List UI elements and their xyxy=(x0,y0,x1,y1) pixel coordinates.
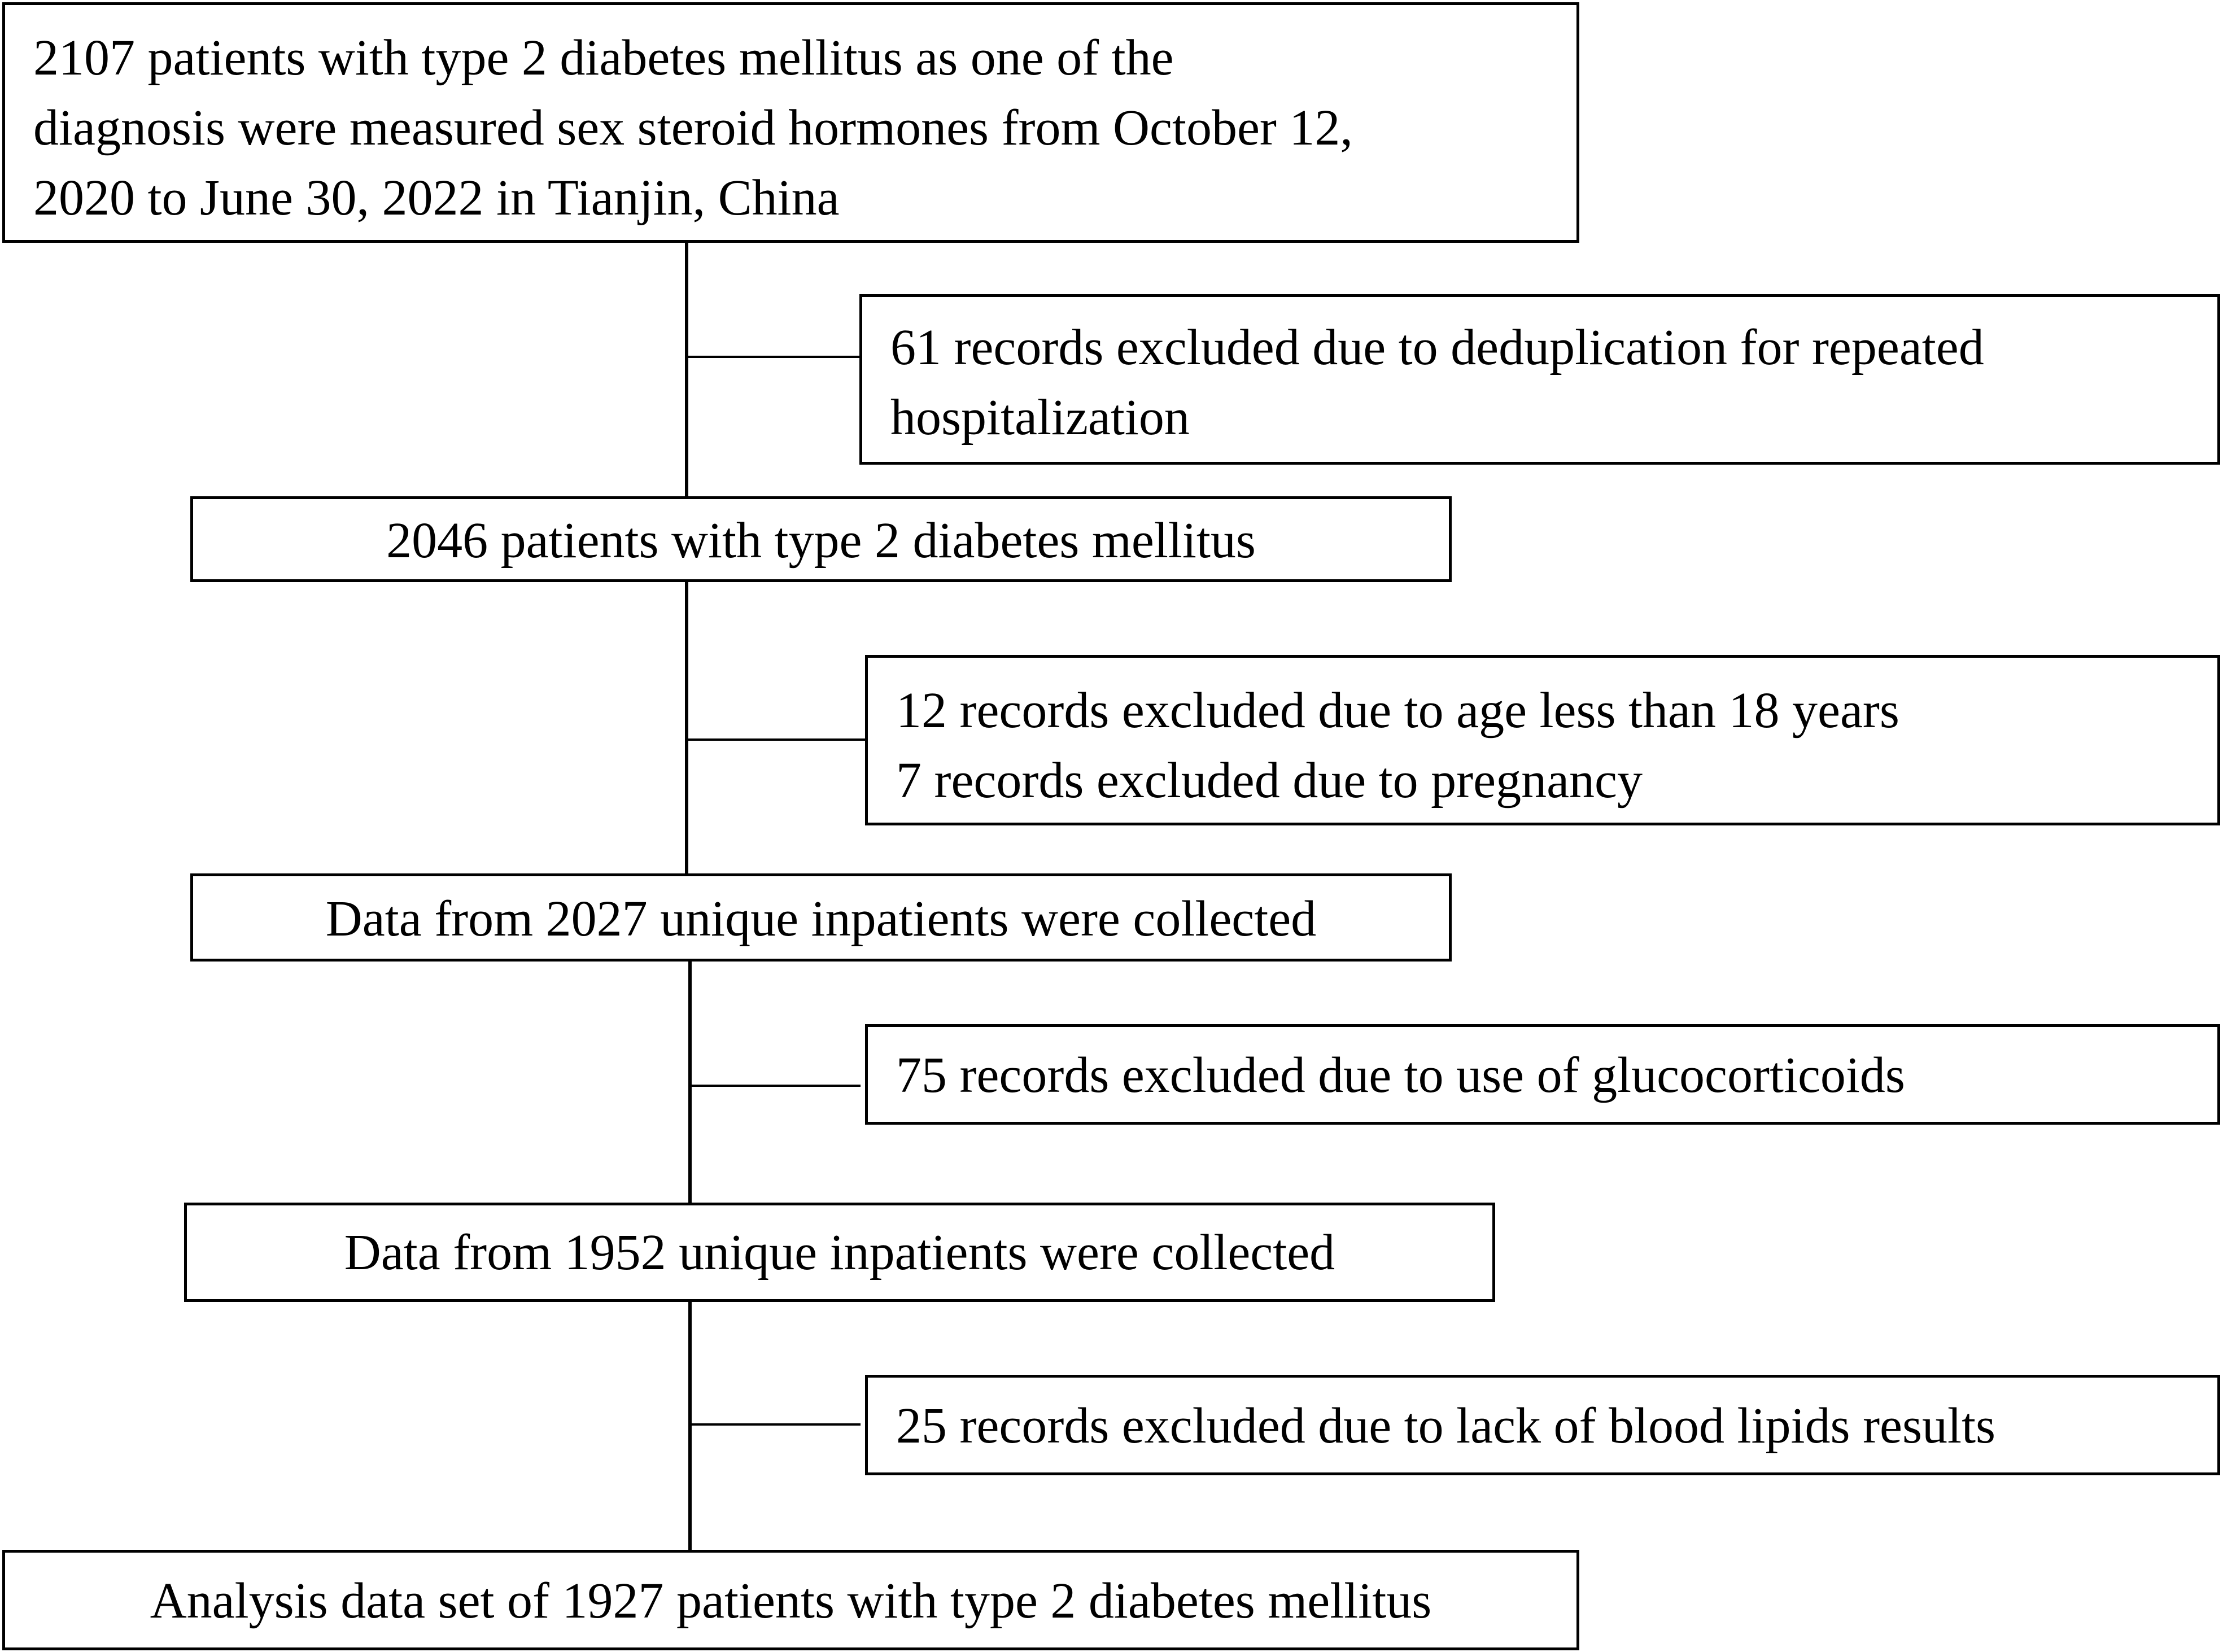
step3-box xyxy=(184,1203,1495,1302)
connector-start-to-step1 xyxy=(685,237,688,498)
start-box-line: 2020 to June 30, 2022 in Tianjin, China xyxy=(33,170,840,226)
step2-box-text: Data from 2027 unique inpatients were collected xyxy=(325,891,1317,947)
exclusion-box-2 xyxy=(865,655,2220,825)
branch-to-exclusion-4 xyxy=(692,1423,861,1426)
exclusion-box-line: hospitalization xyxy=(890,390,1190,445)
step1-box-text: 2046 patients with type 2 diabetes mellitus xyxy=(386,513,1256,569)
step3-box-text: Data from 1952 unique inpatients were collected xyxy=(344,1225,1335,1280)
final-box xyxy=(2,1550,1579,1650)
exclusion-box-line: 75 records excluded due to use of glucocorticoids xyxy=(896,1047,1905,1103)
connector-step1-to-step2 xyxy=(685,580,688,876)
branch-to-exclusion-1 xyxy=(688,356,861,358)
exclusion-box-1 xyxy=(859,294,2220,465)
exclusion-box-4 xyxy=(865,1375,2220,1475)
start-box-line: 2107 patients with type 2 diabetes mellitus as one of the xyxy=(33,30,1174,86)
branch-to-exclusion-3 xyxy=(692,1085,861,1087)
step2-box xyxy=(190,873,1452,962)
start-box xyxy=(2,2,1579,243)
step1-box xyxy=(190,496,1452,582)
exclusion-box-line: 61 records excluded due to deduplication for repeated xyxy=(890,320,1984,375)
exclusion-box-line: 12 records excluded due to age less than 18 years xyxy=(896,683,1899,738)
exclusion-box-line: 25 records excluded due to lack of blood lipids results xyxy=(896,1398,1996,1454)
exclusion-box-3 xyxy=(865,1024,2220,1125)
start-box-line: diagnosis were measured sex steroid hormones from October 12, xyxy=(33,100,1353,156)
final-box-text: Analysis data set of 1927 patients with type 2 diabetes mellitus xyxy=(150,1573,1432,1629)
branch-to-exclusion-2 xyxy=(688,738,867,741)
exclusion-box-line: 7 records excluded due to pregnancy xyxy=(896,753,1643,808)
connector-step2-to-step3 xyxy=(688,960,692,1205)
